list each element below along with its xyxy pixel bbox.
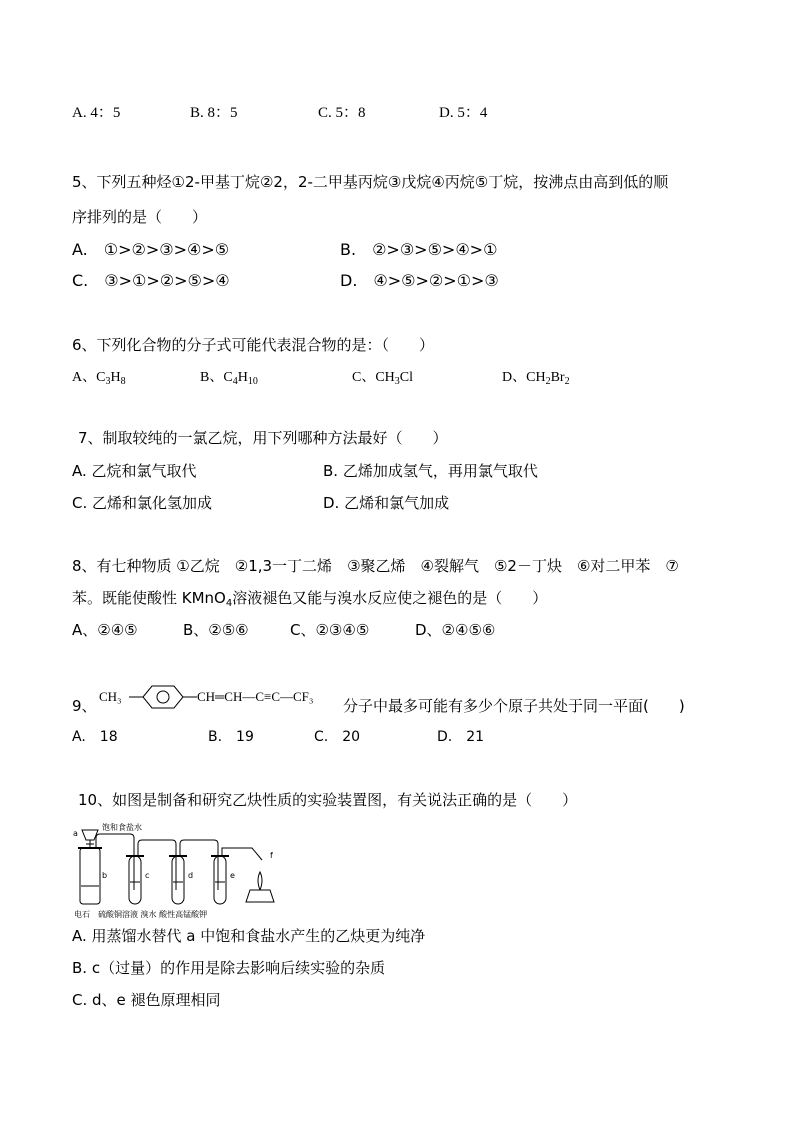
- q8-option-d: D、②④⑤⑥: [415, 621, 496, 639]
- q9-number: 9、: [72, 697, 97, 715]
- label-d: d: [188, 871, 194, 880]
- label-bottom: 电石 硫酸铜溶液 溴水 酸性高锰酸钾: [74, 910, 208, 919]
- alcohol-lamp: [246, 890, 274, 902]
- q8-option-c: C、②③④⑤: [290, 621, 370, 639]
- q8-option-a: A、②④⑤: [72, 621, 138, 639]
- q6-option-b: B、$C_4H_{10}$: [200, 370, 258, 387]
- q4-option-b: B. 8：5: [190, 105, 238, 121]
- label-f: f: [270, 851, 273, 860]
- q10-apparatus-figure: [72, 820, 287, 920]
- q9-option-d: D. 21: [437, 729, 485, 745]
- q6-option-d: D、$CH_2Br_2$: [502, 370, 570, 387]
- q8-option-b: B、②⑤⑥: [183, 621, 249, 639]
- q7-option-b: B. 乙烯加成氢气，再用氯气取代: [323, 462, 538, 480]
- label-c: c: [145, 871, 150, 880]
- q5-stem-line1: 5、下列五种烃①2-甲基丁烷②2，2-二甲基丙烷③戊烷④丙烷⑤丁烷，按沸点由高到低的顺: [72, 173, 669, 191]
- q9-option-b: B. 19: [208, 729, 254, 745]
- q5-option-b: B. ②>③>⑤>④>①: [340, 240, 498, 259]
- q5-stem-line2: 序排列的是（ ）: [72, 208, 208, 226]
- q7-option-c: C. 乙烯和氯化氢加成: [72, 494, 213, 512]
- q8-stem-line2: 苯。既能使酸性 KMnO$_4$溶液褪色又能与溴水反应使之褪色的是（ ）: [72, 589, 548, 609]
- q6-option-a: A、$C_3H_8$: [72, 370, 126, 387]
- q9-chain-label: CH═CH—C≡C—CF₃: [197, 689, 314, 704]
- flame: [258, 872, 262, 890]
- q8-stem-line1: 8、有七种物质 ①乙烷 ②1,3一丁二烯 ③聚乙烯 ④裂解气 ⑤2－丁炔 ⑥对二甲苯 ⑦: [72, 557, 679, 575]
- q10-option-b: B. c（过量）的作用是除去影响后续实验的杂质: [72, 959, 386, 977]
- q5-option-d: D. ④>⑤>②>①>③: [340, 271, 499, 290]
- q10-option-c: C. d、e 褪色原理相同: [72, 991, 221, 1009]
- label-a: a: [73, 829, 78, 838]
- q6-stem: 6、下列化合物的分子式可能代表混合物的是：（ ）: [72, 336, 435, 354]
- q10-stem: 10、如图是制备和研究乙炔性质的实验装置图，有关说法正确的是（ ）: [78, 791, 578, 809]
- q9-option-a: A. 18: [72, 729, 118, 745]
- label-b: b: [102, 871, 108, 880]
- q5-option-c: C. ③>①>②>⑤>④: [72, 271, 230, 290]
- q7-stem: 7、制取较纯的一氯乙烷，用下列哪种方法最好（ ）: [78, 429, 448, 447]
- q4-option-c: C. 5：8: [318, 105, 366, 121]
- q7-option-a: A. 乙烷和氯气取代: [72, 462, 197, 480]
- q7-option-d: D. 乙烯和氯气加成: [323, 494, 450, 512]
- q10-option-a: A. 用蒸馏水替代 a 中饱和食盐水产生的乙炔更为纯净: [72, 927, 426, 945]
- q9-stem: 分子中最多可能有多少个原子共处于同一平面( ): [343, 697, 685, 715]
- q4-option-d: D. 5：4: [439, 105, 488, 121]
- q9-benzene-ring: [143, 686, 183, 708]
- q6-option-c: C、$CH_3Cl$: [352, 370, 414, 387]
- label-top: 饱和食盐水: [102, 823, 142, 832]
- q5-option-a: A. ①>②>③>④>⑤: [72, 240, 230, 259]
- q9-structure-formula: [95, 683, 345, 713]
- q4-option-a: A. 4：5: [72, 105, 121, 121]
- q9-option-c: C. 20: [314, 729, 361, 745]
- q9-ch3-label: CH₃: [99, 689, 122, 704]
- label-e: e: [230, 871, 235, 880]
